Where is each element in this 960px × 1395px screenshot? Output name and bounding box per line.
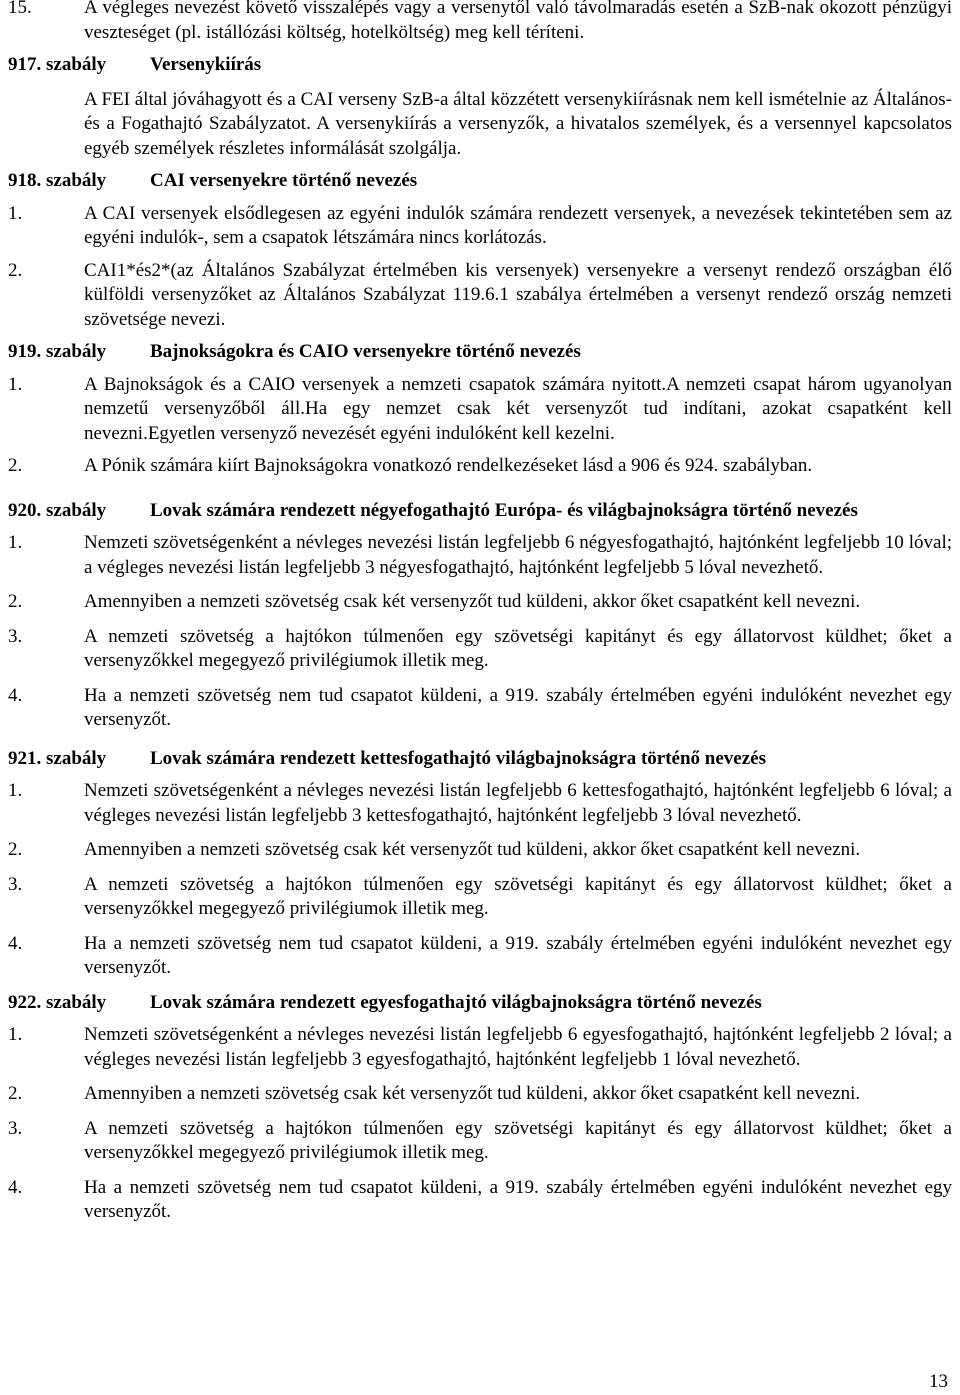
item-text: CAI1*és2*(az Általános Szabályzat értelmében kis versenyek) versenyekre a versenyt rendező országban élő külföldi versenyzőket az Általános Szabályzat 119.6.1 szabálya értelmében a versenyt rendező ország nemzeti szövetsége nevezi. — [84, 259, 952, 330]
item-number: 1. — [8, 1024, 23, 1045]
item-text: A Pónik számára kiírt Bajnokságokra vonatkozó rendelkezéseket lásd a 906 és 924. szabályban. — [84, 455, 813, 476]
item-number: 2. — [8, 839, 23, 860]
item-number: 2. — [8, 1083, 23, 1104]
item-text: Amennyiben a nemzeti szövetség csak két versenyzőt tud küldeni, akkor őket csapatként kell nevezni. — [84, 839, 861, 860]
item-number: 3. — [8, 873, 23, 895]
item-number: 3. — [8, 625, 23, 647]
item-text: A Bajnokságok és a CAIO versenyek a nemzeti csapatok számára nyitott.A nemzeti csapat három ugyanolyan nemzetű versenyzőből áll.Ha egy nemzet csak két versenyzőt tud indítani, azokat csapatként kell nevezni.Egyetlen versenyző nevezését egyéni indulóként kell kezelni. — [84, 373, 952, 444]
rule-920-heading — [0, 499, 952, 524]
item-number: 2. — [8, 259, 23, 281]
list-item — [0, 202, 952, 251]
item-number: 2. — [8, 591, 23, 612]
item-text: Amennyiben a nemzeti szövetség csak két versenyzőt tud küldeni, akkor őket csapatként kell nevezni. — [84, 591, 861, 612]
item-number: 1. — [8, 373, 23, 395]
list-item — [0, 373, 952, 447]
rule-title: Lovak számára rendezett egyesfogathajtó világbajnokságra történő nevezés — [150, 991, 762, 1013]
rule-title: Bajnokságokra és CAIO versenyekre történő nevezés — [150, 341, 581, 362]
list-item — [0, 873, 952, 922]
item-text: Ha a nemzeti szövetség nem tud csapatot küldeni, a 919. szabály értelmében egyéni indulóként nevezhet egy versenyzőt. — [84, 932, 952, 978]
rule-number: 920. szabály — [8, 499, 107, 521]
list-item — [0, 259, 952, 333]
item-text: Ha a nemzeti szövetség nem tud csapatot küldeni, a 919. szabály értelmében egyéni indulóként nevezhet egy versenyzőt. — [84, 684, 952, 730]
item-text: Nemzeti szövetségenként a névleges nevezési listán legfeljebb 6 kettesfogathajtó, hajtónként legfeljebb 6 lóval; a végleges nevezési listán legfeljebb 3 kettesfogathajtó, hajtónként legfeljebb 3 lóval nevezhető. — [84, 780, 952, 826]
item-number: 4. — [8, 1176, 23, 1198]
rule-921-heading — [0, 747, 952, 772]
item-text: Amennyiben a nemzeti szövetség csak két versenyzőt tud küldeni, akkor őket csapatként kell nevezni. — [84, 1083, 861, 1104]
list-item — [0, 625, 952, 674]
list-item — [0, 531, 952, 580]
item-number: 4. — [8, 932, 23, 954]
rule-number: 919. szabály — [8, 341, 107, 362]
item-text: Nemzeti szövetségenként a névleges nevezési listán legfeljebb 6 négyesfogathajtó, hajtónként legfeljebb 10 lóval; a végleges nevezési listán legfeljebb 3 négyesfogathajtó, hajtónként legfeljebb 5 lóval nevezhető. — [84, 532, 952, 578]
item-number: 3. — [8, 1117, 23, 1139]
rule-917-text: A FEI által jóváhagyott és a CAI verseny SzB-a által közzétett versenykiírásnak nem kell ismételnie az Általános- és a Fogathajtó Szabályzatot. A versenykiírás a versenyzők, a hivatalos személyek, és a versennyel kapcsolatos egyéb személyek részletes informálását szolgálja. — [84, 88, 952, 159]
page-number: 13 — [929, 1371, 948, 1392]
rule-title: Lovak számára rendezett kettesfogathajtó világbajnokságra történő nevezés — [150, 747, 766, 769]
list-item — [0, 1117, 952, 1166]
list-item — [0, 454, 952, 479]
item-text: A CAI versenyek elsődlegesen az egyéni indulók számára rendezett versenyek, a nevezések tekintetében sem az egyéni indulók-, sem a csapatok létszámára nincs korlátozás. — [84, 202, 952, 248]
item-text: A nemzeti szövetség a hajtókon túlmenően egy szövetségi kapitányt és egy állatorvost küldhet; őket a versenyzőkkel megegyező privilégiumok illetik meg. — [84, 873, 952, 919]
item-number: 1. — [8, 532, 23, 553]
rule-number: 918. szabály — [8, 170, 107, 191]
item-number: 15. — [8, 0, 32, 18]
item-number: 4. — [8, 684, 23, 706]
list-item — [0, 590, 952, 615]
rule-title: CAI versenyekre történő nevezés — [150, 170, 418, 191]
item-text: A nemzeti szövetség a hajtókon túlmenően egy szövetségi kapitányt és egy állatorvost küldhet; őket a versenyzőkkel megegyező privilégiumok illetik meg. — [84, 625, 952, 671]
list-item — [0, 932, 952, 981]
rule-922-heading — [0, 991, 952, 1016]
item-number: 2. — [8, 455, 23, 476]
item-text: Ha a nemzeti szövetség nem tud csapatot küldeni, a 919. szabály értelmében egyéni indulóként nevezhet egy versenyzőt. — [84, 1176, 952, 1222]
rule-919-heading — [0, 340, 952, 365]
rule-number: 921. szabály — [8, 747, 107, 769]
item-text: A nemzeti szövetség a hajtókon túlmenően egy szövetségi kapitányt és egy állatorvost küldhet; őket a versenyzőkkel megegyező privilégiumok illetik meg. — [84, 1117, 952, 1163]
list-item — [0, 1082, 952, 1107]
rule-title: Versenykiírás — [150, 54, 262, 75]
rule-number: 922. szabály — [8, 991, 107, 1013]
list-item — [0, 0, 952, 45]
rule-917-heading — [0, 53, 952, 78]
rule-918-heading — [0, 169, 952, 194]
list-item — [0, 1023, 952, 1072]
item-text: Nemzeti szövetségenként a névleges nevezési listán legfeljebb 6 egyesfogathajtó, hajtónként legfeljebb 2 lóval; a végleges nevezési listán legfeljebb 3 egyesfogathajtó, hajtónként legfeljebb 1 lóval nevezhető. — [84, 1024, 952, 1070]
list-item — [0, 1176, 952, 1225]
list-item — [0, 684, 952, 733]
list-item — [0, 779, 952, 828]
rule-title: Lovak számára rendezett négyefogathajtó Európa- és világbajnokságra történő nevezés — [150, 499, 858, 521]
list-item — [0, 838, 952, 863]
rule-number: 917. szabály — [8, 54, 107, 75]
item-number: 1. — [8, 202, 23, 224]
item-text: A végleges nevezést követő visszalépés vagy a versenytől való távolmaradás esetén a SzB-nak okozott pénzügyi veszteséget (pl. istállózási költség, hotelköltség) meg kell téríteni. — [84, 0, 952, 43]
item-number: 1. — [8, 780, 23, 801]
